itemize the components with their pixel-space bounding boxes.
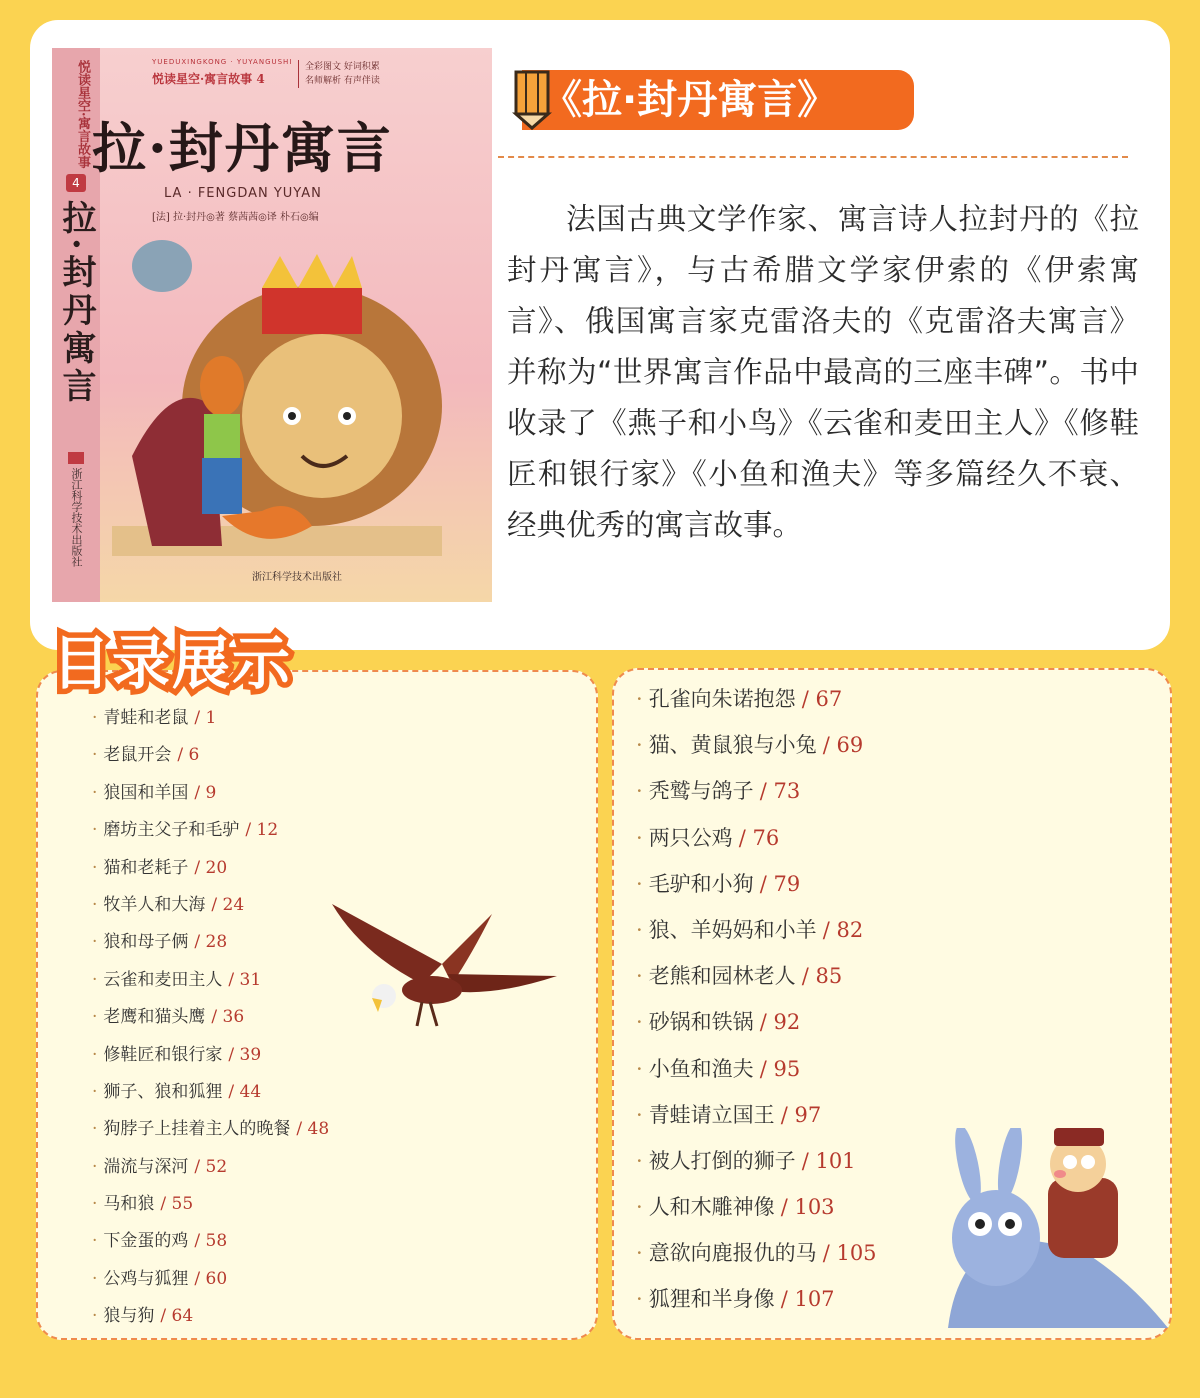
toc-entry-page: / 55: [160, 1194, 193, 1214]
page-title: 《拉·封丹寓言》: [542, 77, 838, 123]
toc-entry-title: 毛驴和小狗: [648, 871, 754, 896]
eagle-illustration: [322, 894, 562, 1044]
toc-entry: [92, 1303, 329, 1340]
toc-entry-page: / 76: [739, 826, 780, 850]
toc-entry: [636, 961, 877, 1007]
toc-entry: [636, 1007, 877, 1053]
toc-entry: [92, 780, 329, 817]
toc-entry-title: 狼与狗: [103, 1306, 155, 1327]
toc-entry: [92, 1266, 329, 1303]
donkey-rider-illustration: [928, 1128, 1172, 1336]
toc-entry: [636, 684, 877, 730]
toc-entry: [636, 730, 877, 776]
cover-series-pinyin: YUEDUXINGKONG · YUYANGUSHI: [152, 58, 293, 66]
toc-entry-title: 小鱼和渔夫: [648, 1056, 754, 1081]
toc-entry: [636, 869, 877, 915]
toc-entry: [92, 1042, 329, 1079]
toc-entry: [92, 967, 329, 1004]
toc-entry-page: / 39: [228, 1045, 261, 1065]
toc-entry-title: 修鞋匠和银行家: [103, 1044, 223, 1065]
toc-entry-title: 狐狸和半身像: [648, 1287, 775, 1312]
toc-entry: [92, 929, 329, 966]
toc-entry: [92, 742, 329, 779]
toc-heading: 目录展示: [52, 629, 293, 697]
toc-entry-title: 老熊和园林老人: [648, 964, 796, 989]
toc-entry-title: 老鼠开会: [103, 745, 172, 766]
toc-entry-page: / 92: [760, 1010, 801, 1034]
toc-entry: [92, 1079, 329, 1116]
toc-entry-page: / 36: [211, 1007, 244, 1027]
toc-entry: [636, 1238, 877, 1284]
spine-series-text: 悦读星空·寓言故事: [75, 60, 90, 169]
toc-entry: [92, 892, 329, 929]
toc-entry: [92, 817, 329, 854]
toc-entry-page: / 85: [802, 964, 843, 988]
toc-entry-title: 云雀和麦田主人: [103, 969, 223, 990]
cover-publisher: 浙江科学技术出版社: [252, 572, 342, 583]
toc-entry: [92, 1191, 329, 1228]
toc-entry: [92, 705, 329, 742]
book-cover-image: [52, 48, 492, 602]
toc-entry-title: 狼、羊妈妈和小羊: [648, 917, 817, 942]
spine-volume-badge: 4: [66, 174, 86, 192]
toc-entry-title: 秃鹫与鸽子: [648, 779, 754, 804]
spine-title: 拉·封丹寓言: [56, 200, 96, 406]
cover-pinyin: LA · FENGDAN YUYAN: [164, 186, 322, 201]
toc-entry-page: / 24: [211, 895, 244, 915]
toc-entry-page: / 28: [194, 932, 227, 952]
toc-entry-page: / 107: [781, 1287, 835, 1311]
toc-entry-page: / 67: [802, 687, 843, 711]
toc-entry: [636, 1100, 877, 1146]
toc-entry: [636, 823, 877, 869]
toc-entry-page: / 82: [823, 918, 864, 942]
toc-entry-title: 猫、黄鼠狼与小兔: [648, 733, 817, 758]
toc-entry-title: 牧羊人和大海: [103, 894, 206, 915]
toc-entry-page: / 12: [245, 820, 278, 840]
cover-authors: [法] 拉·封丹◎著 蔡茜茜◎译 朴石◎编: [152, 212, 319, 223]
toc-entry-page: / 97: [781, 1103, 822, 1127]
title-divider: [498, 156, 1128, 158]
toc-entry: [92, 1228, 329, 1265]
intro-paragraph: 法国古典文学作家、寓言诗人拉封丹的《拉封丹寓言》，与古希腊文学家伊索的《伊索寓言》、俄国寓言家克雷洛夫的《克雷洛夫寓言》并称为“世界寓言作品中最高的三座丰碑”。书中收录了《燕子和小鸟》《云雀和麦田主人》《修鞋匠和银行家》《小鱼和渔夫》等多篇经久不衰、经典优秀的寓言故事。: [507, 202, 1139, 542]
toc-entry-page: / 105: [823, 1241, 877, 1265]
toc-entry: [92, 1004, 329, 1041]
toc-entry-title: 意欲向鹿报仇的马: [648, 1241, 817, 1266]
toc-entry-title: 狼和母子俩: [103, 932, 189, 953]
toc-entry-title: 猫和老耗子: [103, 857, 189, 878]
toc-entry-page: / 31: [228, 970, 261, 990]
toc-entry-page: / 1: [194, 708, 216, 728]
cover-tag: 全彩图文 好词积累: [305, 62, 380, 72]
toc-entry-title: 被人打倒的狮子: [648, 1148, 796, 1173]
toc-entry-page: / 60: [194, 1269, 227, 1289]
toc-entry-title: 两只公鸡: [648, 825, 733, 850]
toc-entry-title: 狗脖子上挂着主人的晚餐: [103, 1119, 291, 1140]
toc-entry-title: 狼国和羊国: [103, 782, 189, 803]
toc-entry: [636, 776, 877, 822]
toc-entry-page: / 44: [228, 1082, 261, 1102]
publisher-logo-icon: [68, 452, 84, 464]
spine-publisher: 浙江科学技术出版社: [70, 468, 83, 567]
toc-entry-title: 下金蛋的鸡: [103, 1231, 189, 1252]
toc-entry-page: / 9: [194, 783, 216, 803]
toc-list-right: [636, 684, 877, 1331]
toc-entry: [636, 915, 877, 961]
toc-entry-page: / 69: [823, 733, 864, 757]
lion-fox-illustration: [112, 226, 442, 556]
toc-entry-title: 公鸡与狐狸: [103, 1268, 189, 1289]
toc-entry-title: 砂锅和铁锅: [648, 1010, 754, 1035]
toc-entry-title: 马和狼: [103, 1194, 155, 1215]
toc-entry-page: / 20: [194, 858, 227, 878]
toc-entry-title: 青蛙和老鼠: [103, 708, 189, 728]
toc-entry-page: / 101: [802, 1149, 856, 1173]
toc-entry: [636, 1146, 877, 1192]
toc-entry: [636, 1284, 877, 1330]
toc-entry-title: 老鹰和猫头鹰: [103, 1007, 206, 1028]
toc-entry-title: 狮子、狼和狐狸: [103, 1081, 223, 1102]
toc-list-left: [92, 705, 329, 1341]
cover-title: 拉·封丹寓言: [92, 116, 393, 180]
toc-entry-page: / 52: [194, 1157, 227, 1177]
toc-entry-page: / 79: [760, 872, 801, 896]
cover-tag: 名师解析 有声伴读: [305, 76, 380, 86]
toc-entry-page: / 73: [760, 779, 801, 803]
toc-entry-title: 磨坊主父子和毛驴: [103, 820, 240, 841]
cover-series: 悦读星空·寓言故事 4: [152, 72, 265, 86]
toc-entry-page: / 64: [160, 1306, 193, 1326]
toc-entry-page: / 48: [296, 1119, 329, 1139]
toc-entry-title: 人和木雕神像: [648, 1195, 775, 1220]
toc-entry-page: / 58: [194, 1231, 227, 1251]
toc-entry-title: 湍流与深河: [103, 1156, 189, 1177]
toc-entry: [636, 1192, 877, 1238]
toc-entry: [92, 1154, 329, 1191]
toc-entry: [92, 855, 329, 892]
toc-entry: [636, 1054, 877, 1100]
toc-entry: [92, 1116, 329, 1153]
toc-entry-title: 青蛙请立国王: [648, 1102, 775, 1127]
toc-entry-page: / 6: [177, 745, 199, 765]
toc-entry-title: 孔雀向朱诺抱怨: [648, 687, 796, 711]
cover-tags: [298, 60, 380, 88]
toc-entry-page: / 103: [781, 1195, 835, 1219]
toc-entry-page: / 95: [760, 1057, 801, 1081]
